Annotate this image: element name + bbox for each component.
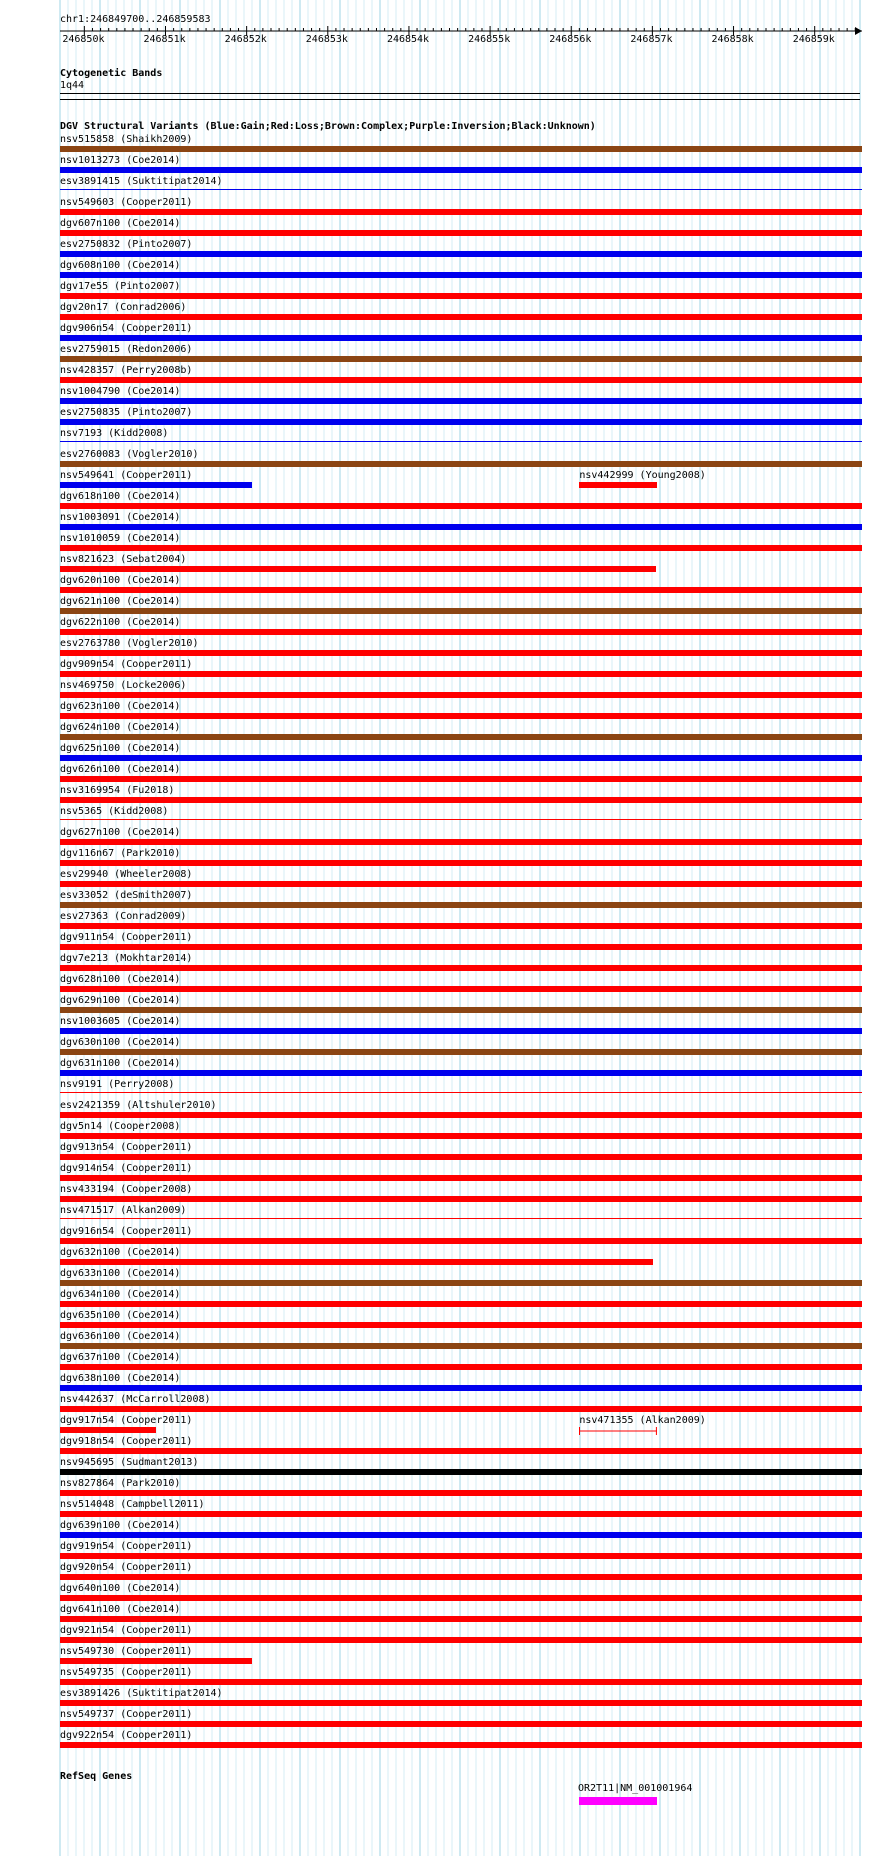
variant-label[interactable]: esv2759015 (Redon2006) [60,344,193,355]
variant-bar-loss[interactable] [579,1427,659,1435]
variant-bar-gain[interactable] [60,189,862,190]
ruler-arrow-icon [855,27,862,35]
variant-label[interactable]: dgv7e213 (Mokhtar2014) [60,953,193,964]
variant-label[interactable]: esv27363 (Conrad2009) [60,911,187,922]
variant-bar-loss[interactable] [60,1679,862,1685]
variant-bar-loss[interactable] [60,1721,862,1727]
variant-bar-loss[interactable] [60,1133,862,1139]
variant-bar-loss[interactable] [60,629,862,635]
variant-bar-loss[interactable] [60,377,862,383]
variant-bar-gain[interactable] [60,251,862,257]
variant-label[interactable]: dgv637n100 (Coe2014) [60,1352,181,1363]
variant-bar-loss[interactable] [60,860,862,866]
variant-bar-unknown[interactable] [60,1469,862,1475]
variant-bar-gain[interactable] [60,1532,862,1538]
variant-bar-loss[interactable] [60,314,862,320]
variant-label[interactable]: dgv906n54 (Cooper2011) [60,323,193,334]
ruler-tick-label: 246857k [630,34,673,45]
variant-bar-loss[interactable] [60,692,862,698]
variant-label[interactable]: dgv5n14 (Cooper2008) [60,1121,181,1132]
variant-bar-loss[interactable] [60,587,862,593]
variant-bar-loss[interactable] [60,1175,862,1181]
variant-label[interactable]: nsv9191 (Perry2008) [60,1079,175,1090]
variant-bar-loss[interactable] [60,776,862,782]
variant-label[interactable]: nsv471517 (Alkan2009) [60,1205,187,1216]
ruler-tick-label: 246856k [549,34,592,45]
variant-bar-loss[interactable] [60,1490,862,1496]
variant-label[interactable]: nsv1003605 (Coe2014) [60,1016,181,1027]
variant-bar-loss[interactable] [60,1427,156,1433]
ruler-tick-label: 246853k [305,34,348,45]
variant-bar-loss[interactable] [60,1511,862,1517]
variant-label[interactable]: dgv626n100 (Coe2014) [60,764,181,775]
variant-label[interactable]: dgv622n100 (Coe2014) [60,617,181,628]
variant-label[interactable]: esv33052 (deSmith2007) [60,890,193,901]
variant-label[interactable]: dgv911n54 (Cooper2011) [60,932,193,943]
variant-bar-complex[interactable] [60,356,862,362]
variant-bar-complex[interactable] [60,461,862,467]
variant-label[interactable]: dgv620n100 (Coe2014) [60,575,181,586]
variant-bar-gain[interactable] [60,167,862,173]
cytogenetic-bands-title: Cytogenetic Bands [60,68,163,79]
variant-bar-loss[interactable] [60,1196,862,1202]
ruler-tick-label: 246859k [792,34,835,45]
variant-bar-loss[interactable] [60,1218,862,1219]
variant-bar-complex[interactable] [60,1280,862,1286]
variant-bar-loss[interactable] [60,1553,862,1559]
variant-label[interactable]: dgv913n54 (Cooper2011) [60,1142,193,1153]
variant-label[interactable]: dgv618n100 (Coe2014) [60,491,181,502]
variant-label[interactable]: dgv621n100 (Coe2014) [60,596,181,607]
variant-label[interactable]: dgv636n100 (Coe2014) [60,1331,181,1342]
variant-label[interactable]: dgv625n100 (Coe2014) [60,743,181,754]
variant-bar-complex[interactable] [60,902,862,908]
variant-bar-complex[interactable] [60,1007,862,1013]
variant-label[interactable]: dgv630n100 (Coe2014) [60,1037,181,1048]
variant-label[interactable]: nsv945695 (Sudmant2013) [60,1457,199,1468]
variant-bar-loss[interactable] [60,1658,252,1664]
variant-label[interactable]: dgv608n100 (Coe2014) [60,260,181,271]
variant-bar-loss[interactable] [60,1406,862,1412]
cytoband-bottom-line [60,99,860,100]
refseq-track-title: RefSeq Genes [60,1771,133,1782]
variant-bar-loss[interactable] [60,1364,862,1370]
variant-bar-loss[interactable] [60,986,862,992]
variant-bar-gain[interactable] [60,419,862,425]
variant-label[interactable]: dgv914n54 (Cooper2011) [60,1163,193,1174]
variant-label[interactable]: esv3891426 (Suktitipat2014) [60,1688,223,1699]
variant-bar-loss[interactable] [579,482,657,488]
variant-label[interactable]: nsv514048 (Campbell2011) [60,1499,205,1510]
variant-bar-loss[interactable] [60,650,862,656]
variant-label[interactable]: nsv1004790 (Coe2014) [60,386,181,397]
variant-bar-gain[interactable] [60,335,862,341]
variant-bar-loss[interactable] [60,881,862,887]
variant-bar-loss[interactable] [60,1238,862,1244]
variant-label[interactable]: nsv433194 (Cooper2008) [60,1184,193,1195]
variant-label[interactable]: nsv428357 (Perry2008b) [60,365,193,376]
variant-bar-complex[interactable] [60,608,862,614]
variant-label[interactable]: dgv629n100 (Coe2014) [60,995,181,1006]
variant-bar-loss[interactable] [60,503,862,509]
variant-label[interactable]: nsv549737 (Cooper2011) [60,1709,193,1720]
variant-label[interactable]: nsv549730 (Cooper2011) [60,1646,193,1657]
variant-bar-complex[interactable] [60,734,862,740]
variant-bar-gain[interactable] [60,441,862,442]
variant-label[interactable]: nsv1010059 (Coe2014) [60,533,181,544]
variant-label[interactable]: dgv916n54 (Cooper2011) [60,1226,193,1237]
variant-bar-loss[interactable] [60,1092,862,1093]
variant-bar-gain[interactable] [60,1385,862,1391]
ruler-tick-label: 246858k [711,34,754,45]
variant-bar-loss[interactable] [60,1259,653,1265]
variant-bar-gain[interactable] [60,1070,862,1076]
variant-bar-loss[interactable] [60,545,862,551]
variant-label[interactable]: dgv919n54 (Cooper2011) [60,1541,193,1552]
variant-bar-loss[interactable] [60,1595,862,1601]
variant-bar-loss[interactable] [60,797,862,803]
ruler-tick-label: 246850k [62,34,105,45]
variant-label[interactable]: nsv469750 (Locke2006) [60,680,187,691]
refseq-gene-label[interactable]: OR2T11|NM_001001964 [578,1783,693,1794]
variant-label[interactable]: dgv623n100 (Coe2014) [60,701,181,712]
variant-label[interactable]: nsv471355 (Alkan2009) [579,1415,706,1426]
variant-label[interactable]: nsv549735 (Cooper2011) [60,1667,193,1678]
variant-bar-complex[interactable] [60,146,862,152]
variant-label[interactable]: nsv549641 (Cooper2011) [60,470,193,481]
variant-bar-loss[interactable] [60,230,862,236]
region-label: chr1:246849700..246859583 [60,14,211,25]
variant-label[interactable]: dgv922n54 (Cooper2011) [60,1730,193,1741]
variant-label[interactable]: nsv5365 (Kidd2008) [60,806,169,817]
variant-label[interactable]: nsv1013273 (Coe2014) [60,155,181,166]
variant-label[interactable]: esv2750832 (Pinto2007) [60,239,193,250]
ruler-tick-label: 246852k [224,34,267,45]
variant-bar-loss[interactable] [60,1637,862,1643]
variant-bar-loss[interactable] [60,819,862,820]
variant-bar-loss[interactable] [60,1574,862,1580]
variant-bar-loss[interactable] [60,1154,862,1160]
variant-label[interactable]: nsv515858 (Shaikh2009) [60,134,193,145]
variant-bar-loss[interactable] [60,944,862,950]
variant-label[interactable]: dgv641n100 (Coe2014) [60,1604,181,1615]
variant-label[interactable]: dgv918n54 (Cooper2011) [60,1436,193,1447]
variant-label[interactable]: dgv632n100 (Coe2014) [60,1247,181,1258]
ruler-axis [0,24,890,44]
variant-bar-loss[interactable] [60,671,862,677]
variant-label[interactable]: dgv917n54 (Cooper2011) [60,1415,193,1426]
variant-label[interactable]: dgv20n17 (Conrad2006) [60,302,187,313]
variant-bar-loss[interactable] [60,293,862,299]
variant-label[interactable]: dgv116n67 (Park2010) [60,848,181,859]
variant-label[interactable]: dgv638n100 (Coe2014) [60,1373,181,1384]
variant-label[interactable]: dgv920n54 (Cooper2011) [60,1562,193,1573]
variant-label[interactable]: dgv17e55 (Pinto2007) [60,281,181,292]
variant-label[interactable]: dgv628n100 (Coe2014) [60,974,181,985]
variant-label[interactable]: dgv640n100 (Coe2014) [60,1583,181,1594]
variant-bar-gain[interactable] [60,272,862,278]
variant-bar-loss[interactable] [60,1301,862,1307]
variant-label[interactable]: dgv639n100 (Coe2014) [60,1520,181,1531]
variant-bar-loss[interactable] [60,965,862,971]
cytoband-top-line [60,93,860,94]
variant-label[interactable]: dgv627n100 (Coe2014) [60,827,181,838]
variant-label[interactable]: nsv827864 (Park2010) [60,1478,181,1489]
variant-label[interactable]: dgv624n100 (Coe2014) [60,722,181,733]
variant-label[interactable]: nsv821623 (Sebat2004) [60,554,187,565]
ruler-tick-label: 246851k [143,34,186,45]
variant-label[interactable]: esv2760083 (Vogler2010) [60,449,199,460]
variant-label[interactable]: dgv633n100 (Coe2014) [60,1268,181,1279]
variant-label[interactable]: esv2750835 (Pinto2007) [60,407,193,418]
variant-bar-complex[interactable] [60,1049,862,1055]
variant-bar-loss[interactable] [60,1448,862,1454]
variant-label[interactable]: nsv1003091 (Coe2014) [60,512,181,523]
variant-label[interactable]: nsv442999 (Young2008) [579,470,706,481]
variant-bar-loss[interactable] [60,1742,862,1748]
variant-bar-loss[interactable] [60,713,862,719]
variant-label[interactable]: dgv634n100 (Coe2014) [60,1289,181,1300]
variant-label[interactable]: dgv909n54 (Cooper2011) [60,659,193,670]
variant-label[interactable]: esv3891415 (Suktitipat2014) [60,176,223,187]
variant-label[interactable]: esv2763780 (Vogler2010) [60,638,199,649]
variant-label[interactable]: dgv635n100 (Coe2014) [60,1310,181,1321]
variant-bar-loss[interactable] [60,839,862,845]
cytoband-label: 1q44 [60,80,85,91]
variant-bar-loss[interactable] [60,209,862,215]
variant-label[interactable]: esv2421359 (Altshuler2010) [60,1100,217,1111]
variant-bar-loss[interactable] [60,1322,862,1328]
variant-label[interactable]: dgv631n100 (Coe2014) [60,1058,181,1069]
variant-bar-loss[interactable] [60,923,862,929]
variant-bar-gain[interactable] [60,524,862,530]
variant-label[interactable]: dgv607n100 (Coe2014) [60,218,181,229]
variant-label[interactable]: dgv921n54 (Cooper2011) [60,1625,193,1636]
ruler-tick-label: 246854k [386,34,430,45]
variant-bar-loss[interactable] [60,1616,862,1622]
variant-label[interactable]: esv29940 (Wheeler2008) [60,869,193,880]
variant-bar-loss[interactable] [60,1112,862,1118]
variant-bar-gain[interactable] [60,1028,862,1034]
ruler-tick-label: 246855k [468,34,511,45]
dgv-track-title: DGV Structural Variants (Blue:Gain;Red:Loss;Brown:Complex;Purple:Inversion;Black:Unknown) [60,121,596,132]
variant-bar-gain[interactable] [60,482,252,488]
variant-bar-loss[interactable] [60,566,656,572]
refseq-gene-bar[interactable] [579,1797,657,1805]
variant-label[interactable]: nsv7193 (Kidd2008) [60,428,169,439]
variant-bar-gain[interactable] [60,398,862,404]
variant-bar-loss[interactable] [60,1700,862,1706]
variant-label[interactable]: nsv3169954 (Fu2018) [60,785,175,796]
variant-label[interactable]: nsv442637 (McCarroll2008) [60,1394,211,1405]
variant-bar-complex[interactable] [60,1343,862,1349]
variant-bar-gain[interactable] [60,755,862,761]
variant-label[interactable]: nsv549603 (Cooper2011) [60,197,193,208]
